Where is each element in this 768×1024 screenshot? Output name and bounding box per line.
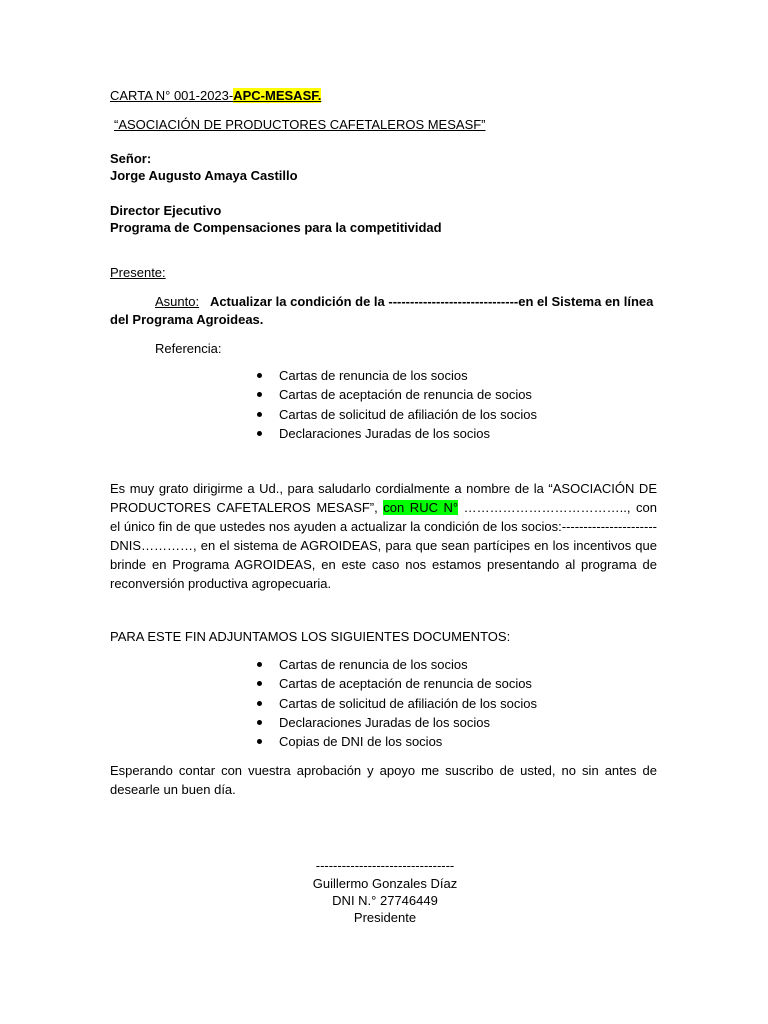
presente-label: Presente:	[110, 265, 166, 280]
subject-line	[155, 293, 653, 311]
attachments-heading: PARA ESTE FIN ADJUNTAMOS LOS SIGUIENTES DOCUMENTOS:	[110, 629, 511, 644]
letter-number-prefix: CARTA N° 001-2023-	[110, 88, 234, 103]
signature-line: --------------------------------	[315, 858, 455, 873]
list-item: Cartas de renuncia de los socios	[256, 366, 537, 385]
closing-paragraph: Esperando contar con vuestra aprobación y apoyo me suscribo de usted, no sin antes de desearle un buen día.	[110, 763, 657, 797]
reference-list	[256, 366, 537, 443]
letter-number	[110, 87, 321, 105]
list-item: Declaraciones Juradas de los socios	[256, 424, 537, 443]
letter-number-code: APC-MESASF.	[233, 88, 322, 103]
attachments-list	[256, 655, 537, 751]
list-item: Cartas de aceptación de renuncia de socios	[256, 674, 537, 693]
association-title: “ASOCIACIÓN DE PRODUCTORES CAFETALEROS MESASF”	[114, 117, 486, 132]
addressee-position: Director Ejecutivo	[110, 203, 222, 218]
list-item: Cartas de renuncia de los socios	[256, 655, 537, 674]
subject-text-1: Actualizar la condición de la ------------------------------en el Sistema en línea	[209, 294, 654, 309]
list-item: Cartas de aceptación de renuncia de socios	[256, 385, 537, 404]
list-item: Cartas de solicitud de afiliación de los socios	[256, 405, 537, 424]
subject-label: Asunto:	[155, 294, 200, 309]
list-item: Declaraciones Juradas de los socios	[256, 713, 537, 732]
subject-text-2: del Programa Agroideas.	[110, 312, 264, 327]
ruc-label: con RUC N°	[383, 500, 459, 515]
body-text-2: ……………………………….., con el único fin de que ustedes nos ayuden a actualizar la condición de los socios:---------------------- DNIS…………, en el sistema de AGROIDEAS, para que sean partícipes en los incentivos que brinde en Programa AGROIDEAS, en este caso nos estamos presentando al programa de reconversión productiva agropecuaria.	[110, 500, 657, 591]
salutation: Señor:	[110, 151, 152, 166]
addressee-name: Jorge Augusto Amaya Castillo	[110, 168, 298, 183]
reference-label: Referencia:	[155, 341, 222, 356]
list-item: Cartas de solicitud de afiliación de los socios	[256, 694, 537, 713]
body-text-1: Es muy grato dirigirme a Ud., para saludarlo cordialmente a nombre de la “ASOCIACIÓN DE PRODUCTORES CAFETALEROS MESASF”,	[110, 481, 657, 515]
body-paragraph	[110, 479, 657, 593]
signatory-dni: DNI N.° 27746449	[332, 893, 438, 908]
signatory-role: Presidente	[353, 910, 417, 925]
signatory-name: Guillermo Gonzales Díaz	[312, 876, 458, 891]
addressee-program: Programa de Compensaciones para la competitividad	[110, 220, 442, 235]
list-item: Copias de DNI de los socios	[256, 732, 537, 751]
